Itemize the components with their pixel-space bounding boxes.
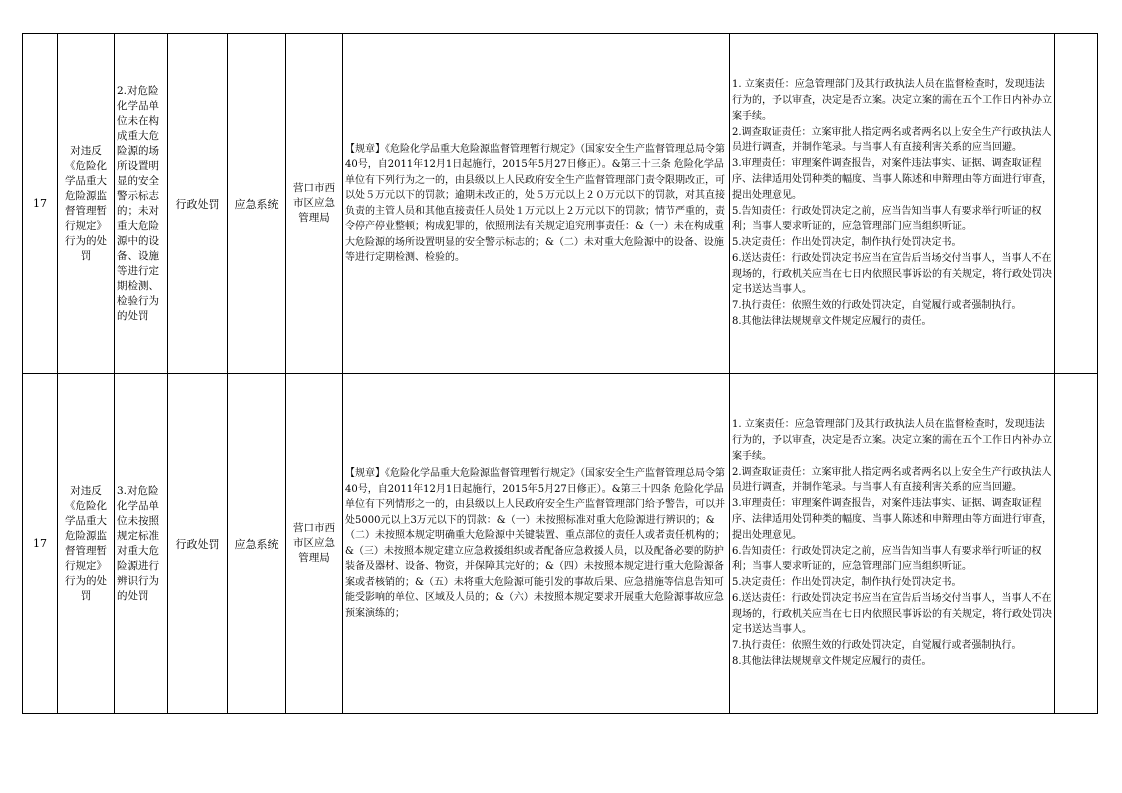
- remarks-cell: [1055, 374, 1098, 714]
- responsibility-item: 7.执行责任：依照生效的行政处罚决定，自觉履行或者强制执行。: [732, 640, 1022, 652]
- table-row: [23, 374, 1098, 714]
- responsibility-item: 3.审理责任：审理案件调查报告，对案件违法事实、证据、调查取证程序、法律适用处罚种类的幅度、当事人陈述和申辩理由等方面进行审查，提出处理意见。: [732, 158, 1052, 201]
- responsibility-item: 8.其他法律法规规章文件规定应履行的责任。: [732, 316, 932, 328]
- responsibility-item: 2.调查取证责任：立案审批人指定两名或者两名以上安全生产行政执法人员进行调查，并制作笔录。与当事人有直接利害关系的应当回避。: [732, 466, 1052, 494]
- sub-item-cell: 3.对危险化学品单位未按照规定标准对重大危险源进行辨识行为的处罚: [115, 374, 168, 714]
- row-number-cell: 17: [23, 374, 58, 714]
- sub-item-cell: 2.对危险化学品单位未在构成重大危险源的场所设置明显的安全警示标志的；未对重大危险源中的设备、设施等进行定期检测、检验行为的处罚: [115, 34, 168, 374]
- power-type-cell: 行政处罚: [168, 374, 228, 714]
- responsibility-item: 6.送达责任：行政处罚决定书应当在宣告后当场交付当事人，当事人不在现场的，行政机关应当在七日内依照民事诉讼的有关规定，将行政处罚决定书送达当事人。: [732, 592, 1052, 636]
- implementing-agency-cell: 营口市西市区应急管理局: [286, 374, 343, 714]
- responsibility-cell: [730, 34, 1055, 374]
- item-name-cell: 对违反《危险化学品重大危险源监督管理暂行规定》行为的处罚: [58, 374, 115, 714]
- responsibility-item: 5.决定责任：作出处罚决定，制作执行处罚决定书。: [732, 577, 962, 589]
- system-cell: 应急系统: [228, 34, 286, 374]
- item-name-cell: 对违反《危险化学品重大危险源监督管理暂行规定》行为的处罚: [58, 34, 115, 374]
- responsibility-item: 8.其他法律法规规章文件规定应履行的责任。: [732, 656, 932, 668]
- responsibility-item: 1. 立案责任：应急管理部门及其行政执法人员在监督检查时，发现违法行为的，予以审查，决定是否立案。决定立案的需在五个工作日内补办立案手续。: [732, 79, 1052, 122]
- power-type-cell: 行政处罚: [168, 34, 228, 374]
- responsibility-item: 5.决定责任：作出处罚决定，制作执行处罚决定书。: [732, 237, 962, 249]
- table-row: [23, 34, 1098, 374]
- system-cell: 应急系统: [228, 374, 286, 714]
- responsibility-cell: [730, 374, 1055, 714]
- responsibility-item: 3.审理责任：审理案件调查报告，对案件违法事实、证据、调查取证程序、法律适用处罚种类的幅度、当事人陈述和申辩理由等方面进行审查，提出处理意见。: [732, 498, 1052, 541]
- legal-basis-cell: 【规章】《危险化学品重大危险源监督管理暂行规定》（国家安全生产监督管理总局令第40号，自2011年12月1日起施行，2015年5月27日修正）。&第三十三条 危险化学品单位有下列行为之一的，由县级以上人民政府安全生产监督管理部门责令限期改正，可以处５万元以下的罚款；逾期未改正的，处５万元以上２０万元以下的罚款，对其直接负责的主管人员和其他直接责任人员处１万元以上２万元以下的罚款；情节严重的，责令停产停业整顿；构成犯罪的，依照刑法有关规定追究刑事责任：&（一）未在构成重大危险源的场所设置明显的安全警示标志的；&（二）未对重大危险源中的设备、设施等进行定期检测、检验的。: [343, 34, 730, 374]
- penalty-table: [22, 33, 1098, 714]
- responsibility-item: 1. 立案责任：应急管理部门及其行政执法人员在监督检查时，发现违法行为的，予以审查，决定是否立案。决定立案的需在五个工作日内补办立案手续。: [732, 419, 1052, 462]
- implementing-agency-cell: 营口市西市区应急管理局: [286, 34, 343, 374]
- legal-basis-cell: 【规章】《危险化学品重大危险源监督管理暂行规定》（国家安全生产监督管理总局令第40号，自2011年12月1日起施行，2015年5月27日修正）。&第三十四条 危险化学品单位有下列情形之一的，由县级以上人民政府安全生产监督管理部门给予警告，可以并处5000元以上3万元以下的罚款：&（一）未按照标准对重大危险源进行辨识的；&（二）未按照本规定明确重大危险源中关键装置、重点部位的责任人或者责任机构的；&（三）未按照本规定建立应急救援组织或者配备应急救援人员，以及配备必要的防护装备及器材、设备、物资，并保障其完好的；&（四）未按照本规定进行重大危险源备案或者核销的；&（五）未将重大危险源可能引发的事故后果、应急措施等信息告知可能受影响的单位、区域及人员的；&（六）未按照本规定要求开展重大危险源事故应急预案演练的；: [343, 374, 730, 714]
- remarks-cell: [1055, 34, 1098, 374]
- row-number-cell: 17: [23, 34, 58, 374]
- responsibility-item: 2.调查取证责任：立案审批人指定两名或者两名以上安全生产行政执法人员进行调查，并制作笔录。与当事人有直接利害关系的应当回避。: [732, 126, 1052, 154]
- responsibility-item: 7.执行责任：依照生效的行政处罚决定，自觉履行或者强制执行。: [732, 300, 1022, 312]
- responsibility-item: 6.送达责任：行政处罚决定书应当在宣告后当场交付当事人，当事人不在现场的，行政机关应当在七日内依照民事诉讼的有关规定，将行政处罚决定书送达当事人。: [732, 252, 1052, 296]
- responsibility-item: 6.告知责任：行政处罚决定之前，应当告知当事人有要求举行听证的权利；当事人要求听证的，应急管理部门应当组织听证。: [732, 545, 1042, 573]
- responsibility-item: 5.告知责任：行政处罚决定之前，应当告知当事人有要求举行听证的权利；当事人要求听证的，应急管理部门应当组织听证。: [732, 205, 1042, 233]
